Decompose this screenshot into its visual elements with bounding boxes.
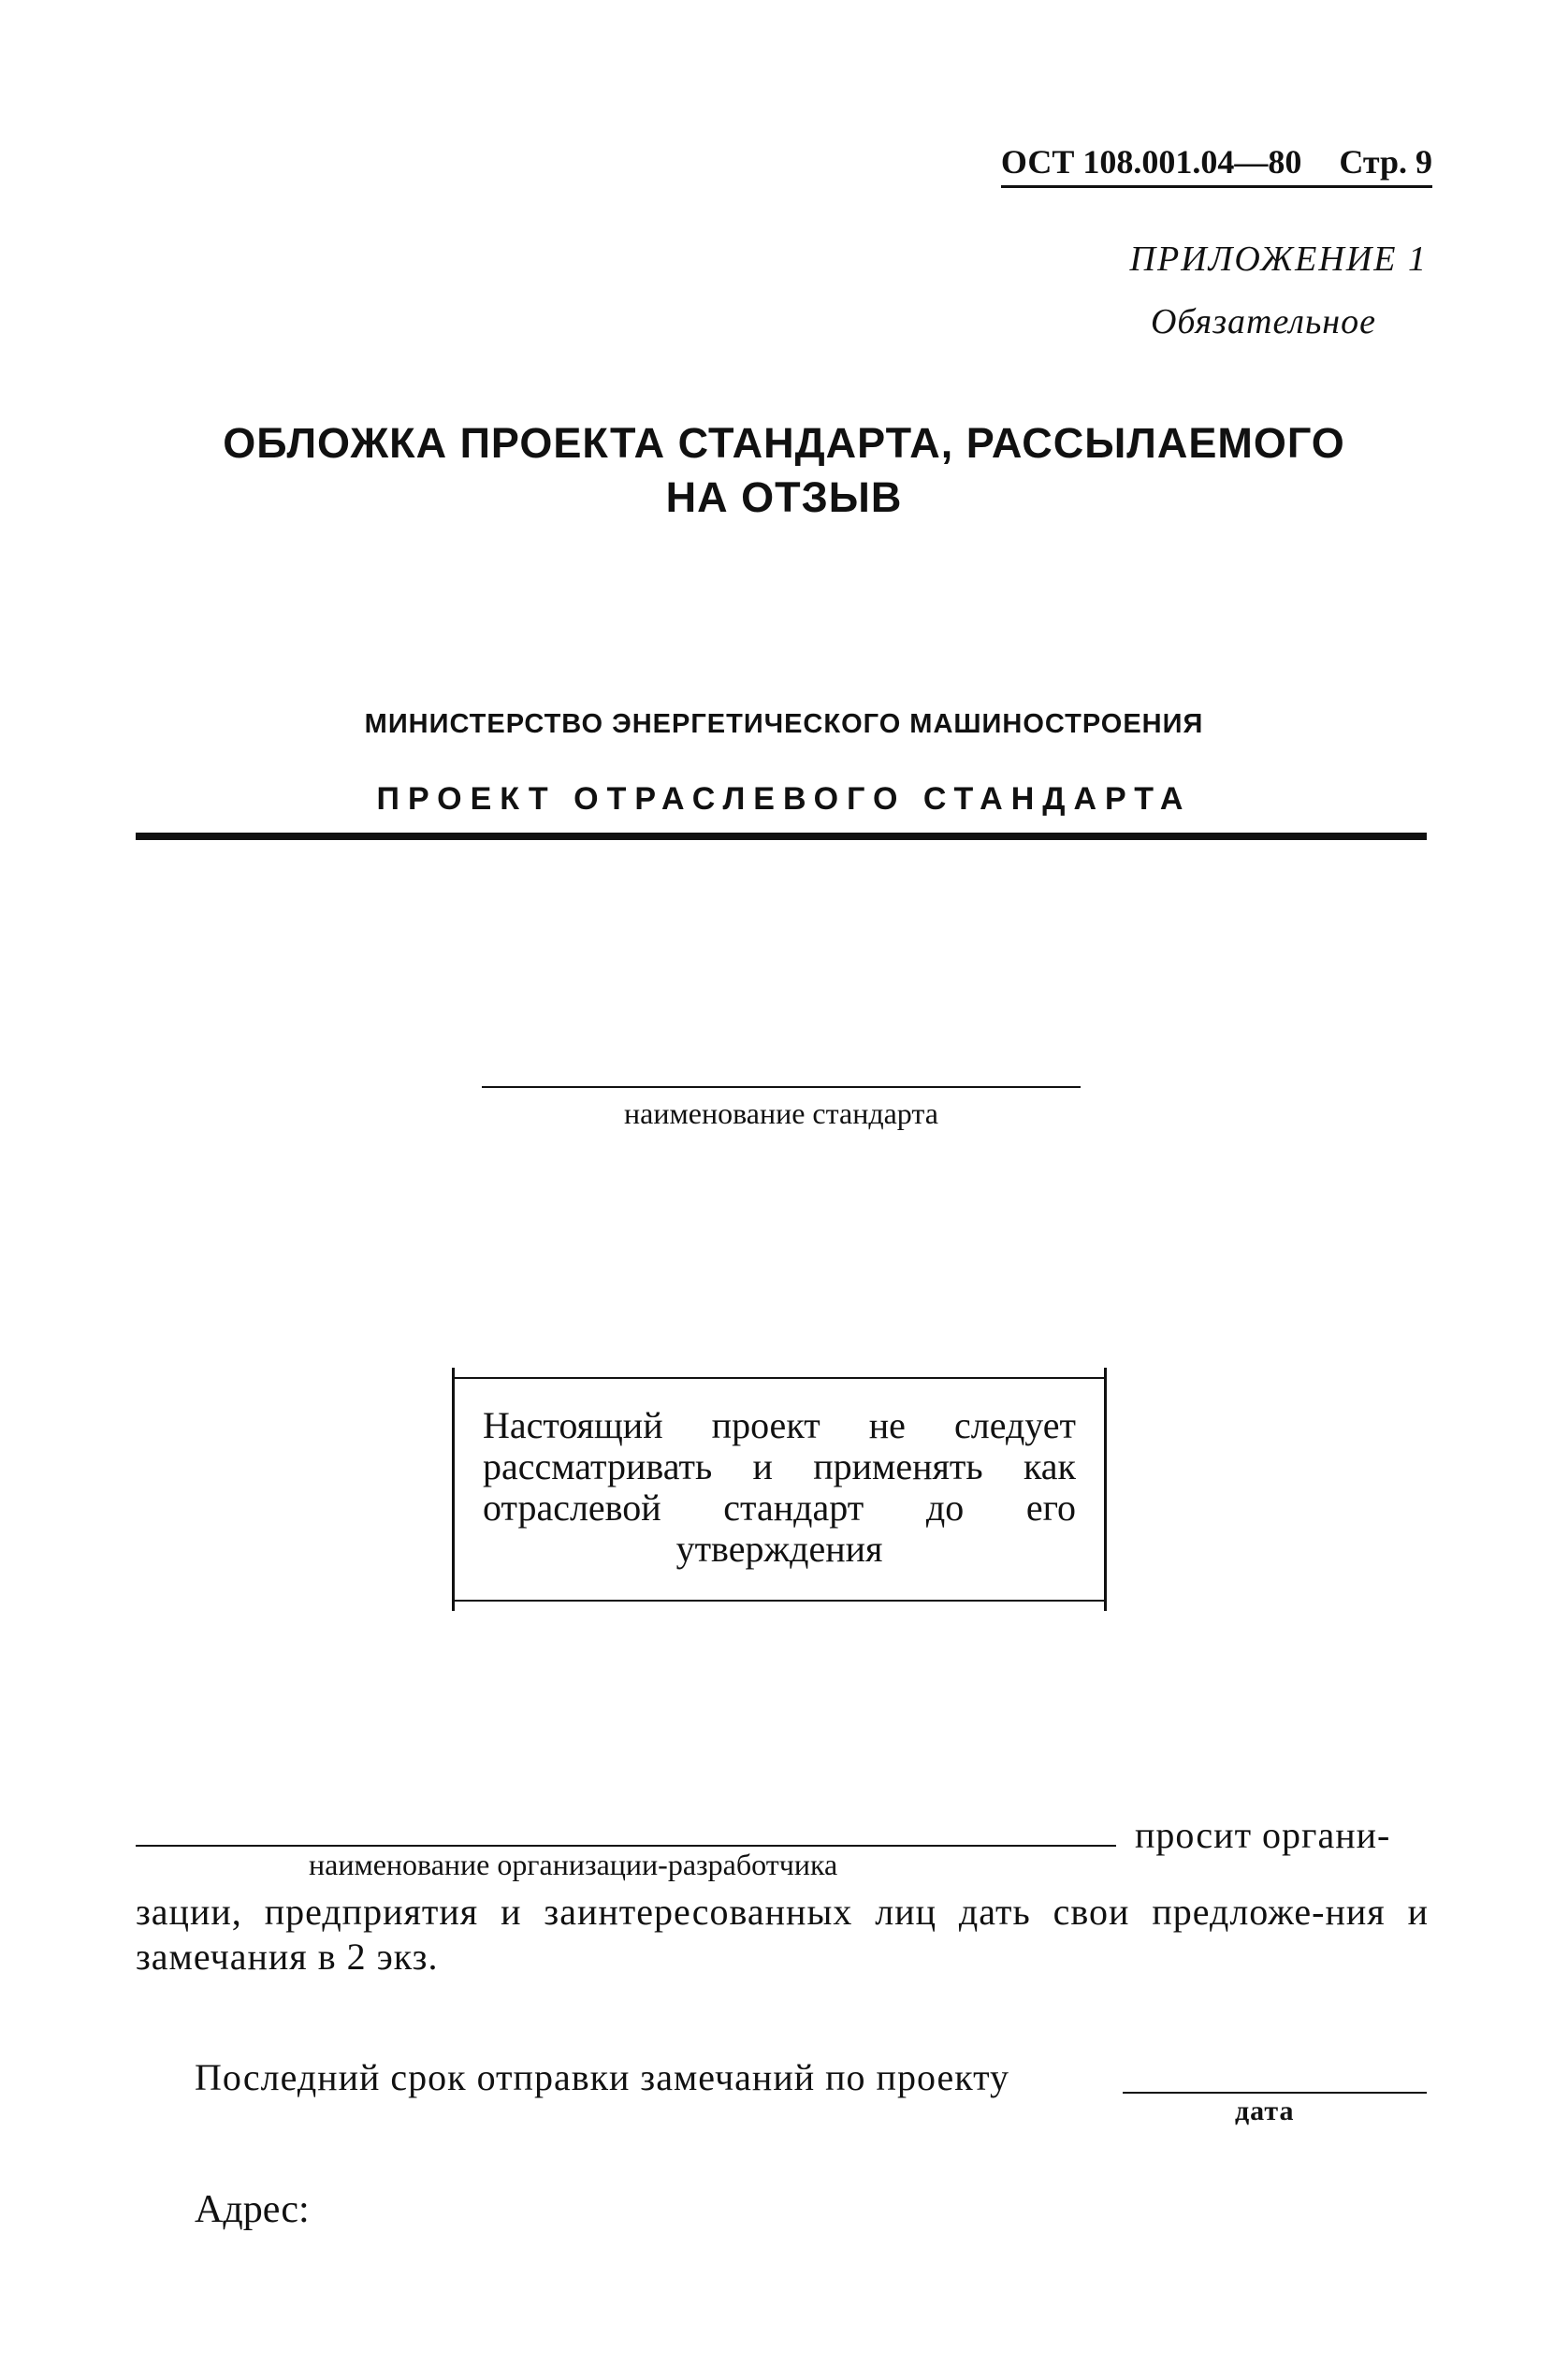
page-number: Стр. 9 bbox=[1339, 143, 1432, 181]
asks-text: просит органи- bbox=[1135, 1814, 1391, 1856]
appendix-status: Обязательное bbox=[1150, 302, 1376, 341]
date-line bbox=[1123, 2092, 1427, 2094]
notice-frame bbox=[452, 1368, 1107, 1611]
running-header bbox=[1001, 140, 1432, 188]
ministry-name: МИНИСТЕРСТВО ЭНЕРГЕТИЧЕСКОГО МАШИНОСТРОЕНИЯ bbox=[364, 709, 1204, 739]
title-line-2: НА ОТЗЫВ bbox=[665, 473, 903, 521]
standard-name-line bbox=[482, 1086, 1081, 1088]
request-paragraph: зации, предприятия и заинтересованных лиц дать свои предложе-ния и замечания в 2 экз. bbox=[136, 1891, 1429, 1978]
notice-text: Настоящий проект не следует рассматривать и применять как отраслевой стандарт до его утверждения bbox=[483, 1404, 1076, 1570]
deadline-text: Последний срок отправки замечаний по проекту bbox=[195, 2056, 1010, 2098]
organization-caption: наименование организации-разработчика bbox=[309, 1848, 838, 1881]
address-label: Адрес: bbox=[195, 2188, 310, 2231]
organization-name-line bbox=[136, 1845, 1116, 1847]
appendix-label: ПРИЛОЖЕНИЕ 1 bbox=[1129, 239, 1428, 279]
doc-number: ОСТ 108.001.04—80 bbox=[1000, 143, 1302, 181]
date-caption: дата bbox=[1235, 2096, 1295, 2126]
heading-divider bbox=[136, 833, 1427, 840]
title-line-1: ОБЛОЖКА ПРОЕКТА СТАНДАРТА, РАССЫЛАЕМОГО bbox=[223, 419, 1345, 467]
standard-name-caption: наименование стандарта bbox=[624, 1096, 938, 1130]
notice-frame-top-rule bbox=[455, 1377, 1104, 1379]
project-heading: ПРОЕКТ ОТРАСЛЕВОГО СТАНДАРТА bbox=[376, 781, 1192, 817]
notice-frame-bottom-rule bbox=[455, 1600, 1104, 1602]
page-title bbox=[0, 416, 1568, 525]
